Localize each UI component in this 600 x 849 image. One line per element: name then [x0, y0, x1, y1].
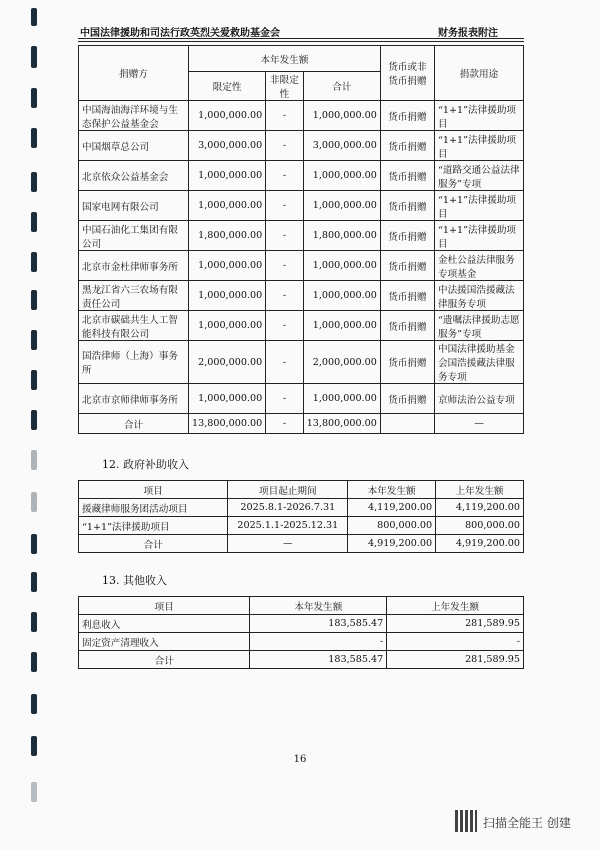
usage-cell: 京师法治公益专项 — [434, 384, 523, 414]
table-cell: 800,000.00 — [348, 517, 436, 535]
binder-mark — [31, 492, 37, 512]
binder-mark — [31, 410, 37, 430]
restricted-cell: 1,000,000.00 — [189, 161, 266, 191]
table-row — [79, 221, 524, 251]
usage-cell: 中法援国浩援藏法律服务专项 — [434, 281, 523, 311]
column-header: 上年发生额 — [436, 481, 524, 499]
table-cell: 183,585.47 — [250, 651, 387, 669]
total-cell: 1,000,000.00 — [303, 311, 380, 341]
usage-cell: 中国法律援助基金会国浩援藏法律服务专项 — [434, 341, 523, 384]
binder-mark — [31, 370, 37, 390]
table-header-row — [79, 481, 524, 499]
type-cell: 货币捐赠 — [380, 281, 434, 311]
table-row — [79, 384, 524, 414]
total-header: 合计 — [303, 72, 380, 101]
total-cell: 1,800,000.00 — [303, 221, 380, 251]
usage-cell: “道路交通公益法律服务”专项 — [434, 161, 523, 191]
table-row — [79, 311, 524, 341]
table-row — [79, 251, 524, 281]
table-cell: 2025.1.1-2025.12.31 — [228, 517, 348, 535]
binder-mark — [31, 534, 37, 554]
binder-mark — [31, 128, 37, 148]
total-type — [380, 414, 434, 434]
type-cell: 货币捐赠 — [380, 101, 434, 131]
restricted-cell: 1,000,000.00 — [189, 101, 266, 131]
total-cell: 1,000,000.00 — [303, 191, 380, 221]
type-cell: 货币捐赠 — [380, 341, 434, 384]
total-unrestricted: - — [266, 414, 304, 434]
table-header-row — [79, 46, 524, 72]
table-cell: - — [387, 633, 524, 651]
type-cell: 货币捐赠 — [380, 384, 434, 414]
total-total: 13,800,000.00 — [303, 414, 380, 434]
donor-cell: 北京市碳础共生人工智能科技有限公司 — [79, 311, 189, 341]
table-row — [79, 161, 524, 191]
type-header: 货币或非货币捐赠 — [380, 46, 434, 101]
type-cell: 货币捐赠 — [380, 191, 434, 221]
table-row — [79, 191, 524, 221]
binder-mark — [31, 572, 37, 592]
table-cell: — — [228, 535, 348, 553]
unrestricted-cell: - — [266, 101, 304, 131]
restricted-cell: 2,000,000.00 — [189, 341, 266, 384]
unrestricted-header: 非限定性 — [266, 72, 304, 101]
type-cell: 货币捐赠 — [380, 251, 434, 281]
unrestricted-cell: - — [266, 384, 304, 414]
donor-cell: 北京市京师律师事务所 — [79, 384, 189, 414]
column-header: 本年发生额 — [348, 481, 436, 499]
unrestricted-cell: - — [266, 281, 304, 311]
usage-cell: “1+1”法律援助项目 — [434, 101, 523, 131]
unrestricted-cell: - — [266, 311, 304, 341]
table-row — [79, 633, 524, 651]
binder-mark — [31, 46, 37, 68]
table-cell: 281,589.95 — [387, 651, 524, 669]
column-header: 项目 — [79, 597, 250, 615]
donor-header: 捐赠方 — [79, 46, 189, 101]
usage-cell: “1+1”法律援助项目 — [434, 221, 523, 251]
header-doc-title: 财务报表附注 — [438, 28, 498, 39]
usage-header: 捐款用途 — [434, 46, 523, 101]
table-cell: 合计 — [79, 535, 228, 553]
donations-table — [78, 45, 524, 434]
binder-mark — [31, 88, 37, 108]
unrestricted-cell: - — [266, 341, 304, 384]
table-cell: 800,000.00 — [436, 517, 524, 535]
donor-cell: 北京依众公益基金会 — [79, 161, 189, 191]
table-total-row — [79, 414, 524, 434]
restricted-cell: 1,000,000.00 — [189, 251, 266, 281]
page-number: 16 — [293, 754, 307, 765]
total-cell: 1,000,000.00 — [303, 161, 380, 191]
donor-cell: 中国烟草总公司 — [79, 131, 189, 161]
binder-mark — [31, 212, 37, 232]
binder-mark — [31, 252, 37, 272]
restricted-header: 限定性 — [189, 72, 266, 101]
header-rule — [78, 41, 524, 42]
usage-cell: “遗嘱法律援助志愿服务”专项 — [434, 311, 523, 341]
table-row — [79, 535, 524, 553]
subsidy-table — [78, 480, 524, 553]
total-label: 合计 — [79, 414, 189, 434]
table-cell: 固定资产清理收入 — [79, 633, 250, 651]
scanner-watermark: 扫描全能王 创建 — [483, 816, 571, 830]
binder-mark — [31, 450, 37, 470]
total-cell: 3,000,000.00 — [303, 131, 380, 161]
restricted-cell: 1,800,000.00 — [189, 221, 266, 251]
table-row — [79, 517, 524, 535]
total-cell: 1,000,000.00 — [303, 281, 380, 311]
donor-cell: 黑龙江省六三农场有限责任公司 — [79, 281, 189, 311]
header-rule — [78, 38, 524, 39]
restricted-cell: 1,000,000.00 — [189, 191, 266, 221]
binder-mark — [31, 8, 37, 26]
table-cell: 2025.8.1-2026.7.31 — [228, 499, 348, 517]
table-row — [79, 651, 524, 669]
donor-cell: 北京市金杜律师事务所 — [79, 251, 189, 281]
table-row — [79, 499, 524, 517]
binder-mark — [31, 694, 37, 714]
total-usage: — — [434, 414, 523, 434]
table-header-row — [79, 597, 524, 615]
table-cell: 281,589.95 — [387, 615, 524, 633]
usage-cell: “1+1”法律援助项目 — [434, 191, 523, 221]
total-cell: 1,000,000.00 — [303, 384, 380, 414]
unrestricted-cell: - — [266, 251, 304, 281]
header-org: 中国法律援助和司法行政英烈关爱救助基金会 — [80, 28, 280, 39]
table-row — [79, 131, 524, 161]
section-title-subsidy: 12. 政府补助收入 — [102, 458, 189, 471]
total-cell: 1,000,000.00 — [303, 251, 380, 281]
table-row — [79, 281, 524, 311]
table-cell: 利息收入 — [79, 615, 250, 633]
other-income-table — [78, 596, 524, 669]
unrestricted-cell: - — [266, 221, 304, 251]
binder-mark — [31, 782, 37, 802]
unrestricted-cell: - — [266, 131, 304, 161]
restricted-cell: 1,000,000.00 — [189, 384, 266, 414]
current-year-header: 本年发生额 — [189, 46, 381, 72]
table-cell: 4,919,200.00 — [436, 535, 524, 553]
column-header: 项目起止期间 — [228, 481, 348, 499]
table-row — [79, 341, 524, 384]
usage-cell: “1+1”法律援助项目 — [434, 131, 523, 161]
donor-cell: 中国石油化工集团有限公司 — [79, 221, 189, 251]
section-title-other-income: 13. 其他收入 — [102, 574, 167, 587]
table-cell: 4,119,200.00 — [348, 499, 436, 517]
binder-mark — [31, 172, 37, 192]
column-header: 项目 — [79, 481, 228, 499]
type-cell: 货币捐赠 — [380, 161, 434, 191]
total-restricted: 13,800,000.00 — [189, 414, 266, 434]
table-cell: “1+1”法律援助项目 — [79, 517, 228, 535]
restricted-cell: 1,000,000.00 — [189, 311, 266, 341]
table-cell: 合计 — [79, 651, 250, 669]
type-cell: 货币捐赠 — [380, 131, 434, 161]
table-cell: 183,585.47 — [250, 615, 387, 633]
binder-mark — [31, 612, 37, 632]
binder-mark — [31, 652, 37, 672]
binder-mark — [31, 290, 37, 310]
table-cell: 援藏律师服务团活动项目 — [79, 499, 228, 517]
unrestricted-cell: - — [266, 191, 304, 221]
binder-mark — [31, 330, 37, 350]
table-cell: 4,919,200.00 — [348, 535, 436, 553]
qr-code-icon — [455, 810, 477, 832]
table-cell: 4,119,200.00 — [436, 499, 524, 517]
table-row — [79, 615, 524, 633]
column-header: 上年发生额 — [387, 597, 524, 615]
type-cell: 货币捐赠 — [380, 311, 434, 341]
binder-mark — [31, 736, 37, 756]
table-row — [79, 101, 524, 131]
column-header: 本年发生额 — [250, 597, 387, 615]
donor-cell: 中国海油海洋环境与生态保护公益基金会 — [79, 101, 189, 131]
restricted-cell: 3,000,000.00 — [189, 131, 266, 161]
donor-cell: 国浩律师（上海）事务所 — [79, 341, 189, 384]
total-cell: 2,000,000.00 — [303, 341, 380, 384]
total-cell: 1,000,000.00 — [303, 101, 380, 131]
table-cell: - — [250, 633, 387, 651]
unrestricted-cell: - — [266, 161, 304, 191]
donor-cell: 国家电网有限公司 — [79, 191, 189, 221]
usage-cell: 金杜公益法律服务专项基金 — [434, 251, 523, 281]
restricted-cell: 1,000,000.00 — [189, 281, 266, 311]
type-cell: 货币捐赠 — [380, 221, 434, 251]
